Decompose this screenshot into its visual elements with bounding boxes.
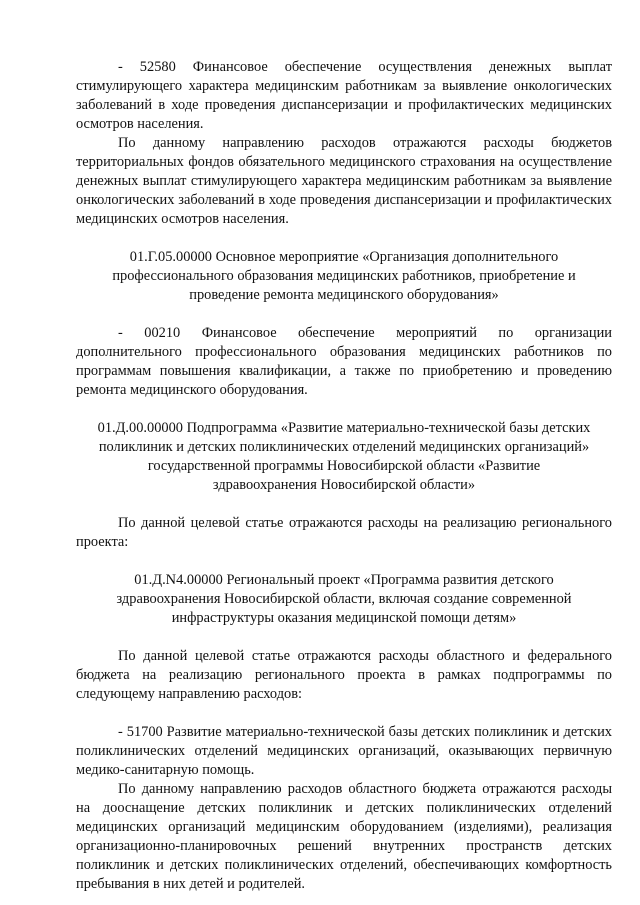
spacer [76, 400, 612, 419]
spacer [76, 628, 612, 647]
paragraph-51700: - 51700 Развитие материально-технической базы детских поликлиник и детских поликлинических отделений медицинских организаций, оказывающих первичную медико-санитарную помощь. [76, 724, 612, 778]
heading-subprogram: 01.Д.00.00000 Подпрограмма «Развитие материально-технической базы детских поликлиник и детских поликлинических отделений медицинских организаций» государственной программы Новосибирской области «Развитие здравоохранения Новосибирской области» [97, 420, 591, 493]
spacer [76, 704, 612, 723]
paragraph-52580: - 52580 Финансовое обеспечение осуществления денежных выплат стимулирующего характера медицинским работникам за выявление онкологических заболеваний в ходе проведения диспансеризации и профилактических медицинских осмотров населения. [76, 59, 612, 132]
spacer [76, 305, 612, 324]
paragraph-52580-description: По данному направлению расходов отражаются расходы бюджетов территориальных фондов обязательного медицинского страхования на осуществление денежных выплат стимулирующего характера медицинским работникам за выявление онкологических заболеваний в ходе проведения диспансеризации и профилактических медицинских осмотров населения. [76, 135, 612, 227]
paragraph-00210: - 00210 Финансовое обеспечение мероприятий по организации дополнительного профессионального образования медицинских работников по программам повышения квалификации, а также по приобретению и проведению ремонта медицинского оборудования. [76, 325, 612, 398]
heading-regional-project: 01.Д.N4.00000 Региональный проект «Программа развития детского здравоохранения Новосибирской области, включая создание современной инфраструктуры оказания медицинской помощи детям» [116, 572, 572, 626]
paragraph-51700-description: По данному направлению расходов областного бюджета отражаются расходы на дооснащение детских поликлиник и детских поликлинических отделений медицинских организаций медицинским оборудованием (изделиями), реализация организационно-планировочных решений внутренних пространств детских поликлиник и детских поликлинических отделений, обеспечивающих комфортность пребывания в них детей и родителей. [76, 781, 612, 892]
spacer [76, 229, 612, 248]
spacer [76, 495, 612, 514]
spacer [76, 552, 612, 571]
paragraph-regional-project-intro: По данной целевой статье отражаются расходы областного и федерального бюджета на реализацию регионального проекта в рамках подпрограммы по следующему направлению расходов: [76, 648, 612, 702]
heading-main-event: 01.Г.05.00000 Основное мероприятие «Организация дополнительного профессионального образования медицинских работников, приобретение и проведение ремонта медицинского оборудования» [112, 249, 576, 303]
paragraph-subprogram-intro: По данной целевой статье отражаются расходы на реализацию регионального проекта: [76, 515, 612, 550]
document-page [76, 58, 612, 894]
